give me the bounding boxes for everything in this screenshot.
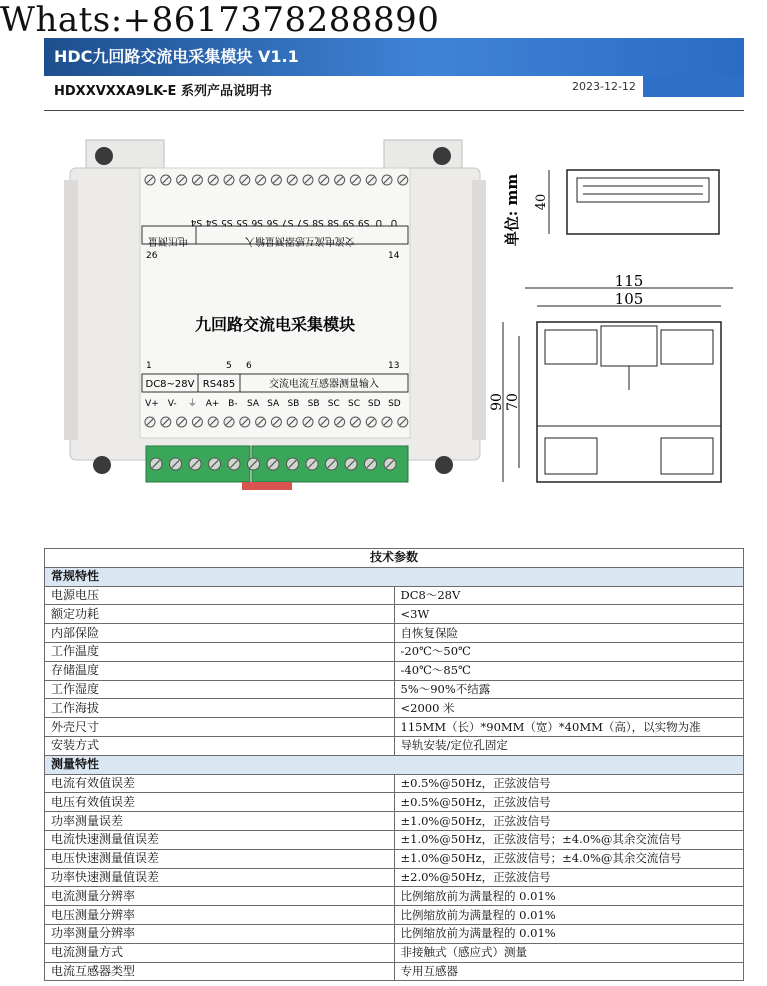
section-row	[45, 567, 744, 586]
param-value: 比例缩放前为满量程的 0.01%	[394, 906, 744, 925]
section-row	[45, 755, 744, 774]
bottom-terminal-label: SB	[287, 399, 300, 409]
top-voltage-label: 电压测量	[148, 235, 188, 246]
param-value: ±1.0%@50Hz，正弦波信号	[394, 812, 744, 831]
top-terminal-label: S5	[221, 217, 233, 227]
bottom-terminal-label: SA	[267, 399, 280, 409]
document-title: HDC九回路交流电采集模块 V1.1	[54, 47, 299, 66]
param-name: 安装方式	[45, 736, 395, 755]
top-terminal-label: S4	[190, 217, 203, 227]
param-name: 电压有效值误差	[45, 793, 395, 812]
table-row	[45, 774, 744, 793]
param-name: 工作海拔	[45, 699, 395, 718]
top-terminal-label: S7	[281, 217, 294, 227]
table-title: 技术参数	[45, 549, 744, 568]
power-label: DC8~28V	[145, 379, 195, 390]
mount-hole	[93, 456, 111, 474]
pin-1: 1	[146, 361, 152, 371]
top-terminal-label: S5	[236, 217, 248, 227]
param-value: 115MM（长）*90MM（宽）*40MM（高），以实物为准	[394, 718, 744, 737]
bottom-terminal-label: SD	[388, 399, 401, 409]
param-value: 自恢复保险	[394, 624, 744, 643]
param-value: 专用互感器	[394, 962, 744, 981]
table-row	[45, 661, 744, 680]
top-terminal-label: S8	[327, 217, 339, 227]
dim-width-105: 105	[614, 290, 644, 308]
rs485-label: RS485	[202, 379, 236, 390]
param-value: ±2.0%@50Hz，正弦波信号	[394, 868, 744, 887]
section-heading: 常规特性	[45, 567, 744, 586]
table-row	[45, 642, 744, 661]
param-value: -20℃～50℃	[394, 642, 744, 661]
param-name: 存储温度	[45, 661, 395, 680]
bottom-terminal-label: SC	[327, 399, 340, 409]
param-name: 电流测量分辨率	[45, 887, 395, 906]
param-name: 电流快速测量值误差	[45, 830, 395, 849]
bottom-terminal-label: ⏚	[187, 399, 197, 409]
param-name: 功率测量分辨率	[45, 924, 395, 943]
param-name: 内部保险	[45, 624, 395, 643]
pin-5: 5	[226, 361, 232, 371]
header-divider	[44, 110, 744, 111]
param-value: 非接触式（感应式）测量	[394, 943, 744, 962]
pin-13: 13	[388, 361, 400, 371]
bottom-terminal-label: SD	[367, 399, 381, 409]
dim-depth-90: 90	[489, 393, 505, 411]
param-name: 工作温度	[45, 642, 395, 661]
pin-26: 26	[146, 251, 158, 261]
table-row	[45, 699, 744, 718]
top-terminal-label: U	[375, 217, 383, 227]
table-row	[45, 849, 744, 868]
param-value: <2000 米	[394, 699, 744, 718]
top-terminal-label: S8	[312, 217, 324, 227]
table-row	[45, 924, 744, 943]
table-row	[45, 830, 744, 849]
param-value: ±1.0%@50Hz，正弦波信号；±4.0%@其余交流信号	[394, 849, 744, 868]
param-value: ±1.0%@50Hz，正弦波信号；±4.0%@其余交流信号	[394, 830, 744, 849]
top-terminal-label: S6	[266, 217, 279, 227]
pin-6: 6	[246, 361, 252, 371]
top-terminal-label: S9	[357, 217, 370, 227]
param-name: 外壳尺寸	[45, 718, 395, 737]
bottom-terminal-label: SA	[246, 399, 260, 409]
table-row	[45, 906, 744, 925]
bottom-terminal-label: V-	[167, 399, 177, 409]
spec-table	[44, 548, 744, 981]
table-row	[45, 812, 744, 831]
param-value: ±0.5%@50Hz，正弦波信号	[394, 774, 744, 793]
table-row	[45, 736, 744, 755]
param-name: 功率测量误差	[45, 812, 395, 831]
param-value: 5%～90%不结露	[394, 680, 744, 699]
table-title-row	[45, 549, 744, 568]
pin-14: 14	[388, 251, 400, 261]
param-name: 额定功耗	[45, 605, 395, 624]
bottom-terminal-label: SC	[348, 399, 360, 409]
table-row	[45, 887, 744, 906]
din-clip	[242, 482, 292, 490]
param-name: 电压测量分辨率	[45, 906, 395, 925]
bottom-terminal-label: SB	[307, 399, 320, 409]
bottom-terminal-label: V+	[145, 399, 159, 409]
table-row	[45, 943, 744, 962]
top-terminal-label: U	[390, 217, 398, 227]
section-heading: 测量特性	[45, 755, 744, 774]
watermark-contact: Whats:+8617378288890	[0, 0, 440, 40]
param-name: 功率快速测量值误差	[45, 868, 395, 887]
top-terminal-label: S9	[342, 217, 355, 227]
param-name: 电源电压	[45, 586, 395, 605]
bottom-terminal-label: B-	[228, 399, 238, 409]
mount-hole	[95, 147, 113, 165]
param-value: ±0.5%@50Hz，正弦波信号	[394, 793, 744, 812]
module-center-title: 九回路交流电采集模块	[194, 315, 356, 334]
table-row	[45, 624, 744, 643]
param-name: 电流有效值误差	[45, 774, 395, 793]
param-name: 电压快速测量值误差	[45, 849, 395, 868]
dim-width-115: 115	[614, 272, 644, 290]
mount-hole	[435, 456, 453, 474]
table-row	[45, 868, 744, 887]
table-row	[45, 718, 744, 737]
mount-hole	[433, 147, 451, 165]
param-value: 比例缩放前为满量程的 0.01%	[394, 887, 744, 906]
param-value: <3W	[394, 605, 744, 624]
top-terminal-label: S6	[251, 217, 263, 227]
param-name: 电流测量方式	[45, 943, 395, 962]
param-value: DC8～28V	[394, 586, 744, 605]
bottom-terminal-label: A+	[205, 399, 220, 409]
document-subtitle: HDXXVXXA9LK-E 系列产品说明书	[54, 84, 272, 99]
header-accent-tab	[643, 76, 744, 97]
param-name: 工作湿度	[45, 680, 395, 699]
param-value: 导轨安装/定位孔固定	[394, 736, 744, 755]
table-row	[45, 586, 744, 605]
table-row	[45, 680, 744, 699]
table-row	[45, 962, 744, 981]
table-row	[45, 793, 744, 812]
top-ct-label: 交流电流互感器测量输入	[245, 235, 355, 246]
table-row	[45, 605, 744, 624]
dim-height: 40	[534, 193, 549, 211]
document-date: 2023-12-12	[572, 80, 636, 93]
dim-depth-70: 70	[505, 393, 521, 411]
module-illustration	[64, 140, 484, 490]
param-name: 电流互感器类型	[45, 962, 395, 981]
param-value: 比例缩放前为满量程的 0.01%	[394, 924, 744, 943]
top-terminal-label: S4	[205, 217, 218, 227]
top-terminal-label: S7	[297, 217, 309, 227]
ct-input-label: 交流电流互感器测量输入	[269, 379, 379, 390]
param-value: -40℃～85℃	[394, 661, 744, 680]
dimension-drawing	[489, 150, 757, 495]
unit-label: 单位: mm	[503, 173, 521, 247]
